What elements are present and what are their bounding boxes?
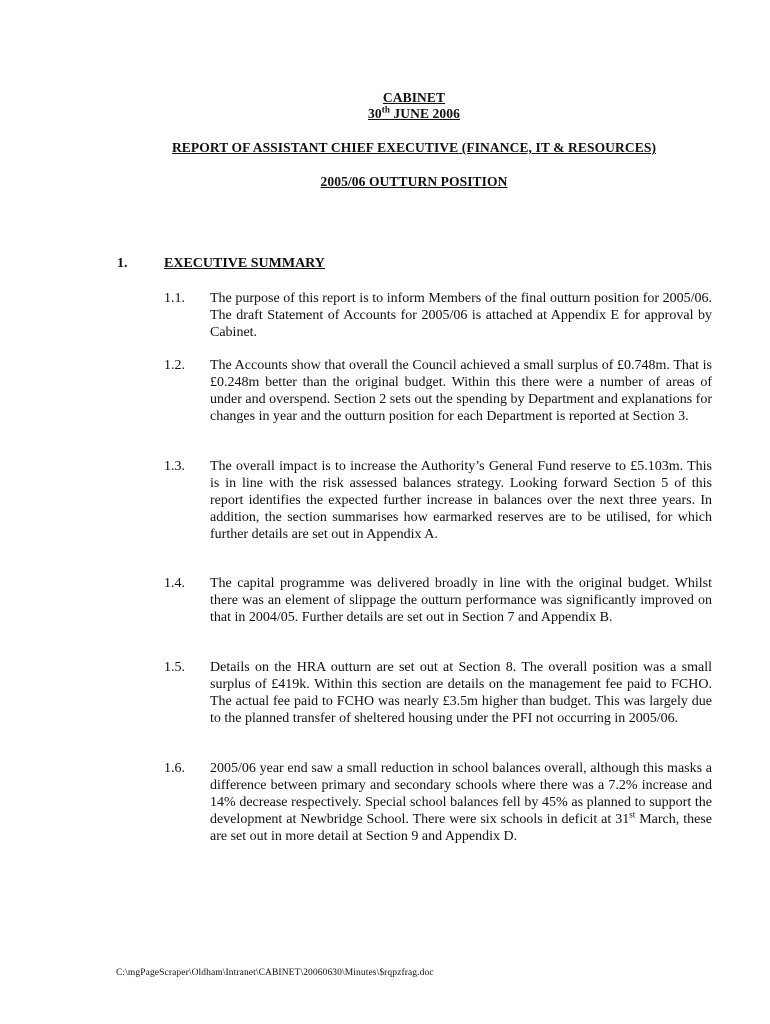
file-path-footer: C:\mgPageScraper\Oldham\Intranet\CABINET\20060630\Minutes\$rqpzfrag.doc [116, 968, 434, 978]
paragraph-number: 1.6. [164, 761, 185, 776]
paragraph-text: The overall impact is to increase the Authority’s General Fund reserve to £5.103m. This is in line with the risk assessed balances strategy. Looking forward Section 5 of this report identifies the expected further increase in balances over the next three years. In addition, the section summarises how earmarked reserves are to be utilised, for which further details are set out in Appendix A. [210, 459, 712, 542]
paragraph-text-end: March, these are set out in more detail at Section 9 and Appendix D. [210, 812, 712, 844]
section-number: 1. [117, 256, 128, 271]
paragraph-number: 1.4. [164, 576, 185, 591]
paragraph-text-main: 2005/06 year end saw a small reduction in school balances overall, although this masks a difference between primary and secondary schools where there was a 7.2% increase and 14% decrease respectively. Special school balances fell by 45% as planned to support the development at Newbridge School. There were six schools in deficit at 31 [210, 761, 712, 827]
meeting-date [0, 106, 770, 122]
date-day: 30 [368, 106, 382, 121]
report-subject: 2005/06 OUTTURN POSITION [320, 174, 508, 189]
paragraph-number: 1.2. [164, 358, 185, 373]
paragraph-text: Details on the HRA outturn are set out at Section 8. The overall position was a small surplus of £419k. Within this section are details on the management fee paid to FCHO. The actual fee paid to FCHO was nearly £3.5m higher than budget. This was largely due to the planned transfer of sheltered housing under the PFI not occurring in 2005/06. [210, 660, 712, 726]
paragraph-number: 1.5. [164, 660, 185, 675]
paragraph-text: The purpose of this report is to inform Members of the final outturn position for 2005/06. The draft Statement of Accounts for 2005/06 is attached at Appendix E for approval by Cabinet. [210, 291, 712, 340]
date-suffix: th [381, 104, 390, 115]
paragraph-text: The Accounts show that overall the Council achieved a small surplus of £0.748m. That is £0.248m better than the original budget. Within this there were a number of areas of under and overspend. Section 2 sets out the spending by Department and explanations for changes in year and the outturn position for each Department is reported at Section 3. [210, 358, 712, 424]
paragraph-text [210, 760, 712, 845]
meeting-title: CABINET [382, 90, 446, 105]
section-title: EXECUTIVE SUMMARY [164, 256, 325, 271]
paragraph-number: 1.1. [164, 291, 185, 306]
report-title: REPORT OF ASSISTANT CHIEF EXECUTIVE (FINANCE, IT & RESOURCES) [171, 140, 657, 155]
date-rest: JUNE 2006 [389, 106, 460, 121]
paragraph-text: The capital programme was delivered broadly in line with the original budget. Whilst there was an element of slippage the outturn performance was significantly improved on that in 2004/05. Further details are set out in Section 7 and Appendix B. [210, 576, 712, 625]
ordinal-suffix: st [629, 809, 636, 820]
paragraph-number: 1.3. [164, 459, 185, 474]
